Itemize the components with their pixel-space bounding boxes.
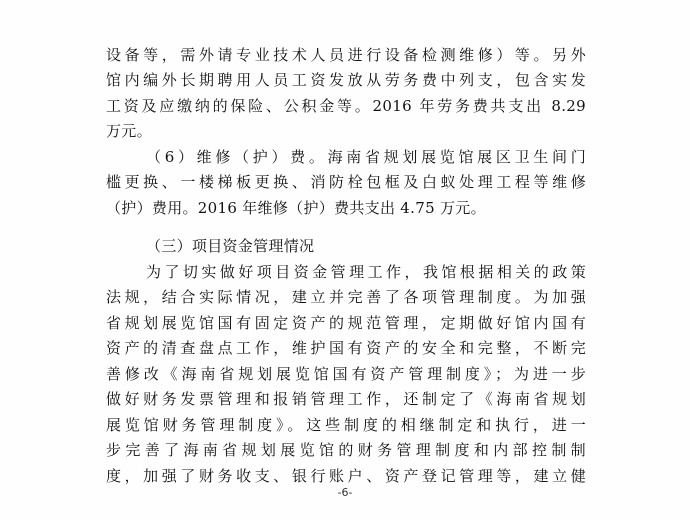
page-number: -6- (337, 486, 353, 499)
text-line: 工资及应缴纳的保险、公积金等。2016 年劳务费共支出 8.29 (106, 97, 586, 115)
text-line: 善修改《海南省规划展览馆国有资产管理制度》；为进一步 (106, 365, 586, 383)
text-line: 万元。 (106, 122, 152, 140)
text-line: 法规，结合实际情况，建立并完善了各项管理制度。为加强 (106, 288, 586, 306)
text-line: 做好财务发票管理和报销管理工作，还制定了《海南省规划 (106, 390, 586, 408)
text-line: （6）维修（护）费。海南省规划展览馆展区卫生间门 (146, 148, 586, 166)
text-line: 步完善了海南省规划展览馆的财务管理制度和内部控制制 (106, 441, 586, 459)
section-heading: （三）项目资金管理情况 (146, 237, 315, 255)
text-line: 设备等，需外请专业技术人员进行设备检测维修）等。另外 (106, 46, 586, 64)
text-line: 展览馆财务管理制度》。这些制度的相继制定和执行，进一 (106, 416, 586, 434)
text-line: 省规划展览馆国有固定资产的规范管理，定期做好馆内国有 (106, 314, 586, 332)
text-line: 馆内编外长期聘用人员工资发放从劳务费中列支，包含实发 (106, 71, 586, 89)
text-line: 槛更换、一楼梯板更换、消防栓包框及白蚁处理工程等维修 (106, 173, 586, 191)
text-line: （护）费用。2016 年维修（护）费共支出 4.75 万元。 (106, 199, 486, 217)
text-line: 度，加强了财务收支、银行账户、资产登记管理等，建立健 (106, 467, 586, 485)
text-line: 为了切实做好项目资金管理工作，我馆根据相关的政策 (146, 263, 586, 281)
text-line: 资产的清查盘点工作，维护国有资产的安全和完整，不断完 (106, 339, 586, 357)
